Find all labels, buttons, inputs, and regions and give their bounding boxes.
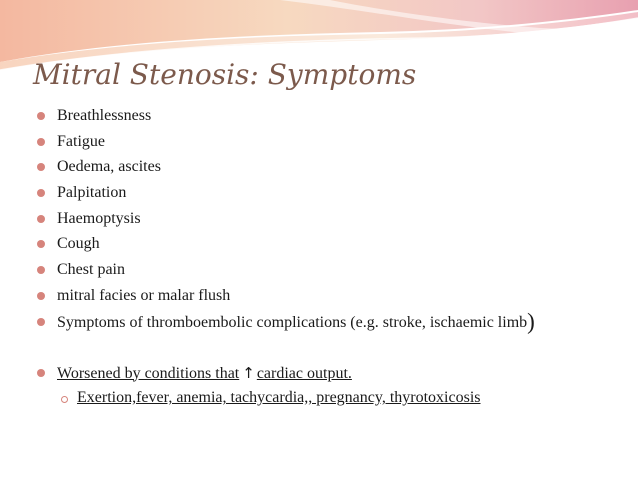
list-item-text: Chest pain <box>57 261 125 279</box>
list-item <box>37 130 627 156</box>
list-item-text: Haemoptysis <box>57 209 141 227</box>
list-item <box>37 284 627 310</box>
list-item-text: mitral facies or malar flush <box>57 286 231 304</box>
bullet-icon <box>37 292 45 300</box>
sub-list-item <box>37 386 627 412</box>
closing-parenthesis: ) <box>527 308 535 334</box>
bullet-icon <box>37 189 45 197</box>
list-item-worsened <box>37 361 627 387</box>
list-item-thromboembolic <box>37 310 627 361</box>
worsened-after: cardiac output. <box>256 364 352 382</box>
bullet-icon <box>37 318 45 326</box>
list-item <box>37 258 627 284</box>
bullet-icon <box>37 266 45 274</box>
list-item-text: Breathlessness <box>57 107 152 124</box>
bullet-icon <box>37 163 45 171</box>
worsened-text <box>57 365 352 382</box>
list-item <box>37 207 627 233</box>
bullet-icon <box>37 112 45 120</box>
list-item-text: Oedema, ascites <box>57 158 161 176</box>
sub-bullet-icon <box>61 396 68 403</box>
up-arrow-icon: ↑ <box>242 363 255 382</box>
list-item <box>37 155 627 181</box>
list-item-text: Fatigue <box>57 132 105 150</box>
slide-title: Mitral Stenosis: Symptoms <box>33 58 417 91</box>
list-item-text: Palpitation <box>57 184 127 202</box>
bullet-icon <box>37 369 45 377</box>
list-item-text: Symptoms of thromboembolic complications (e.g. stroke, ischaemic limb <box>57 313 528 331</box>
list-item <box>37 181 627 207</box>
bullet-icon <box>37 138 45 146</box>
symptom-list <box>37 104 627 412</box>
list-item <box>37 232 627 258</box>
sub-list-item-text: Exertion,fever, anemia, tachycardia,, pregnancy, thyrotoxicosis <box>77 389 481 407</box>
list-item <box>37 104 627 130</box>
bullet-icon <box>37 240 45 248</box>
list-item-text: Cough <box>57 235 100 253</box>
bullet-icon <box>37 215 45 223</box>
worsened-before: Worsened by conditions that <box>57 364 240 382</box>
